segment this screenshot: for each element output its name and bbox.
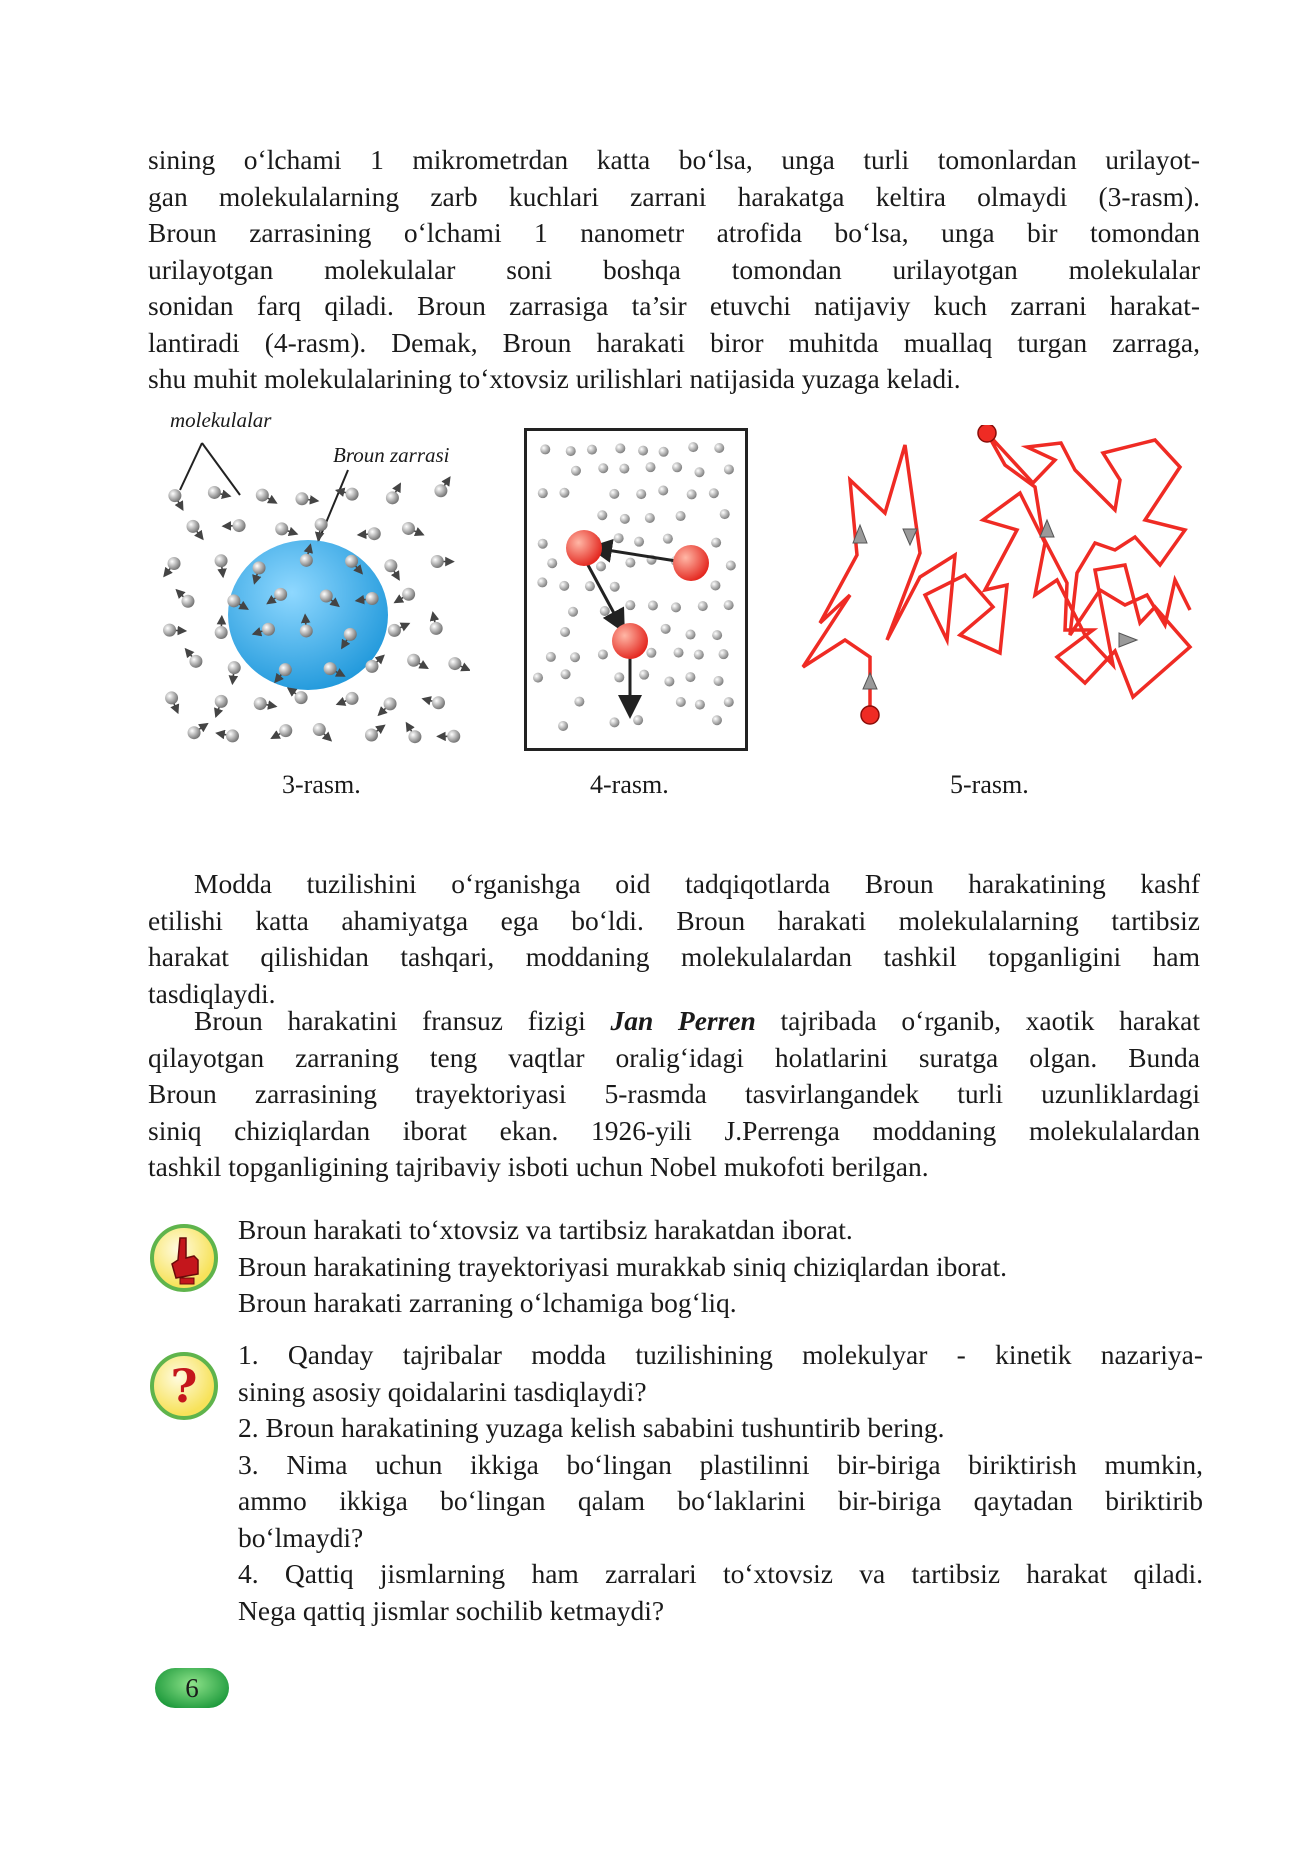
page-number-badge: 6 bbox=[155, 1668, 229, 1708]
caption-figure-4: 4-rasm. bbox=[590, 770, 669, 799]
molecule bbox=[344, 628, 357, 641]
direction-arrow bbox=[1119, 633, 1137, 647]
molecule bbox=[560, 627, 570, 637]
molecule bbox=[634, 537, 644, 547]
molecule bbox=[698, 601, 708, 611]
molecule bbox=[625, 600, 635, 610]
molecule bbox=[685, 630, 695, 640]
remember-line: Broun harakati to‘xtovsiz va tartibsiz harakatdan iborat. bbox=[238, 1214, 853, 1245]
molecule bbox=[168, 557, 181, 570]
molecule bbox=[313, 723, 326, 736]
question-mark-icon: ? bbox=[150, 1352, 218, 1420]
molecule bbox=[181, 595, 194, 608]
molecule bbox=[633, 715, 643, 725]
text-line: shu muhit molekulalarining to‘xtovsiz urilishlari natijasida yuzaga keladi. bbox=[148, 363, 961, 394]
question-line: 3. Nima uchun ikkiga bo‘lingan plastilinni bir-biriga biriktirish mumkin, bbox=[238, 1448, 1203, 1480]
molecule bbox=[676, 511, 686, 521]
molecule bbox=[709, 488, 719, 498]
molecule bbox=[720, 509, 730, 519]
molecule bbox=[648, 601, 658, 611]
molecule bbox=[320, 590, 333, 603]
text-line: gan molekulalarning zarb kuchlari zarrani harakatga keltira olmaydi (3-rasm). bbox=[148, 180, 1200, 212]
molecule bbox=[687, 489, 697, 499]
molecule bbox=[274, 588, 287, 601]
molecule bbox=[168, 489, 181, 502]
molecule bbox=[448, 657, 461, 670]
molecule bbox=[661, 624, 671, 634]
text-line: Broun zarrasining o‘lchami 1 nanometr atrofida bo‘lsa, unga bir tomondan bbox=[148, 217, 1200, 248]
molecule bbox=[365, 660, 378, 673]
question-line: sining asosiy qoidalarini tasdiqlaydi? bbox=[238, 1375, 647, 1407]
molecule bbox=[638, 446, 648, 456]
molecule bbox=[724, 600, 734, 610]
molecule bbox=[694, 467, 704, 477]
molecule bbox=[215, 695, 228, 708]
text-segment: Broun harakatini fransuz fizigi bbox=[194, 1005, 611, 1036]
molecule bbox=[540, 444, 550, 454]
molecule bbox=[596, 561, 606, 571]
molecule bbox=[639, 670, 649, 680]
molecule bbox=[688, 442, 698, 452]
remember-line: Broun harakatining trayektoriyasi murakkab siniq chiziqlardan iborat. bbox=[238, 1250, 1008, 1282]
molecule bbox=[279, 724, 292, 737]
molecule bbox=[388, 624, 401, 637]
molecule bbox=[537, 577, 547, 587]
paragraph-brownian-intro bbox=[148, 142, 1200, 398]
molecule bbox=[547, 558, 557, 568]
molecule bbox=[694, 650, 704, 660]
molecule bbox=[712, 715, 722, 725]
molecule bbox=[561, 669, 571, 679]
molecule bbox=[676, 697, 686, 707]
molecule bbox=[714, 443, 724, 453]
molecule bbox=[714, 676, 724, 686]
text-line bbox=[148, 1003, 1200, 1040]
text-line: tasdiqlaydi. bbox=[148, 977, 276, 1009]
molecule bbox=[262, 623, 275, 636]
molecule bbox=[636, 489, 646, 499]
molecule bbox=[538, 539, 548, 549]
raised-finger-hand-icon bbox=[150, 1224, 218, 1292]
particle-position-2 bbox=[673, 545, 709, 581]
figure-5-brownian-trajectory bbox=[795, 425, 1200, 730]
text-line: qilayotgan zarraning teng vaqtlar oralig‘idagi holatlarini suratga olgan. Bunda bbox=[148, 1041, 1200, 1073]
molecule bbox=[402, 522, 415, 535]
question-line: 1. Qanday tajribalar modda tuzilishining molekulyar - kinetik nazariya- bbox=[238, 1339, 1203, 1370]
molecule bbox=[724, 697, 734, 707]
molecule bbox=[597, 510, 607, 520]
molecule bbox=[625, 558, 635, 568]
caption-figure-3: 3-rasm. bbox=[282, 770, 361, 799]
molecule bbox=[345, 555, 358, 568]
molecule bbox=[163, 624, 176, 637]
label-brownian-particle: Broun zarrasi bbox=[333, 443, 450, 467]
molecule bbox=[566, 446, 576, 456]
molecule bbox=[432, 696, 445, 709]
molecule bbox=[587, 445, 597, 455]
molecule bbox=[598, 463, 608, 473]
molecule bbox=[559, 581, 569, 591]
molecule bbox=[215, 554, 228, 567]
caption-figure-5: 5-rasm. bbox=[950, 770, 1029, 799]
text-line: sining o‘lchami 1 mikrometrdan katta bo‘lsa, unga turli tomonlardan urilayot- bbox=[148, 144, 1200, 175]
scientist-name: Jan Perren bbox=[610, 1005, 756, 1036]
text-line: tashkil topganligining tajribaviy isboti uchun Nobel mukofoti berilgan. bbox=[148, 1151, 929, 1182]
particle-position-1 bbox=[566, 530, 602, 566]
figure-4-particle-in-box bbox=[524, 428, 748, 751]
molecule bbox=[430, 622, 443, 635]
molecule bbox=[664, 676, 674, 686]
molecule bbox=[614, 672, 624, 682]
molecule bbox=[226, 729, 239, 742]
molecule bbox=[559, 488, 569, 498]
molecule bbox=[233, 519, 246, 532]
molecule bbox=[614, 533, 624, 543]
molecule bbox=[646, 462, 656, 472]
molecule bbox=[402, 588, 415, 601]
remember-box bbox=[238, 1212, 1203, 1322]
molecule bbox=[724, 464, 734, 474]
molecule bbox=[324, 662, 337, 675]
molecule bbox=[295, 492, 308, 505]
molecule bbox=[571, 466, 581, 476]
molecule bbox=[300, 554, 313, 567]
molecule bbox=[346, 692, 359, 705]
direction-arrow bbox=[863, 673, 877, 689]
paragraph-jan-perren bbox=[148, 1003, 1200, 1186]
text-line: harakat qilishidan tashqari, moddaning molekulalardan tashkil topganligini ham bbox=[148, 941, 1200, 972]
label-molecules: molekulalar bbox=[170, 408, 272, 432]
molecule bbox=[646, 648, 656, 658]
molecule bbox=[434, 484, 447, 497]
remember-line: Broun harakati zarraning o‘lchamiga bog‘liq. bbox=[238, 1287, 737, 1318]
question-line: bo‘lmaydi? bbox=[238, 1521, 364, 1553]
molecule bbox=[366, 592, 379, 605]
molecule bbox=[674, 648, 684, 658]
text-segment: tajribada o‘rganib, xaotik harakat bbox=[755, 1005, 1201, 1036]
molecule bbox=[256, 489, 269, 502]
molecule bbox=[384, 697, 397, 710]
trajectory-end-point bbox=[978, 425, 996, 442]
direction-arrow bbox=[903, 529, 917, 545]
molecule bbox=[346, 488, 359, 501]
molecule bbox=[712, 630, 722, 640]
molecule bbox=[365, 728, 378, 741]
molecule bbox=[188, 726, 201, 739]
molecule bbox=[695, 700, 705, 710]
molecule bbox=[615, 443, 625, 453]
molecule bbox=[598, 649, 608, 659]
molecule bbox=[447, 730, 460, 743]
molecule bbox=[671, 602, 681, 612]
molecule bbox=[659, 447, 669, 457]
text-line: Broun zarrasining trayektoriyasi 5-rasmda tasvirlangandek turli uzunliklardagi bbox=[148, 1078, 1200, 1109]
molecule bbox=[658, 485, 668, 495]
molecule bbox=[368, 527, 381, 540]
particle-position-3 bbox=[612, 623, 648, 659]
molecule bbox=[546, 652, 556, 662]
molecule bbox=[600, 606, 610, 616]
molecule bbox=[253, 561, 266, 574]
molecule bbox=[186, 520, 199, 533]
text-line: Modda tuzilishini o‘rganishga oid tadqiqotlarda Broun harakatining kashf bbox=[194, 868, 1200, 899]
molecule bbox=[609, 717, 619, 727]
figure-3-molecules-around-particle bbox=[160, 405, 470, 760]
molecule bbox=[254, 697, 267, 710]
molecule bbox=[558, 721, 568, 731]
molecule bbox=[295, 691, 308, 704]
molecule bbox=[407, 654, 420, 667]
question-line: Nega qattiq jismlar sochilib ketmaydi? bbox=[238, 1594, 665, 1626]
questions-box bbox=[238, 1337, 1203, 1629]
text-line: sonidan farq qiladi. Broun zarrasiga ta’sir etuvchi natijaviy kuch zarrani harakat- bbox=[148, 290, 1200, 321]
molecule bbox=[275, 522, 288, 535]
molecule bbox=[315, 518, 328, 531]
molecule bbox=[610, 582, 620, 592]
molecule bbox=[208, 486, 221, 499]
text-line: siniq chiziqlardan iborat ekan. 1926-yili J.Perrenga moddaning molekulalardan bbox=[148, 1114, 1200, 1146]
molecule bbox=[300, 624, 313, 637]
molecule bbox=[574, 697, 584, 707]
molecule bbox=[570, 652, 580, 662]
molecule bbox=[215, 626, 228, 639]
trajectory-start-point bbox=[861, 706, 879, 724]
molecule bbox=[619, 464, 629, 474]
molecule bbox=[620, 514, 630, 524]
text-line: urilayotgan molekulalar soni boshqa tomondan urilayotgan molekulalar bbox=[148, 253, 1200, 285]
question-line: 2. Broun harakatining yuzaga kelish sababini tushuntirib bering. bbox=[238, 1412, 945, 1443]
molecule bbox=[533, 673, 543, 683]
molecule bbox=[538, 488, 548, 498]
molecule bbox=[431, 555, 444, 568]
question-line: 4. Qattiq jismlarning ham zarralari to‘xtovsiz va tartibsiz harakat qiladi. bbox=[238, 1558, 1203, 1589]
molecule bbox=[710, 580, 720, 590]
molecule bbox=[228, 661, 241, 674]
molecule bbox=[386, 491, 399, 504]
molecule bbox=[609, 489, 619, 499]
molecule bbox=[645, 513, 655, 523]
molecule bbox=[408, 730, 421, 743]
molecule bbox=[568, 607, 578, 617]
text-line: lantiradi (4-rasm). Demak, Broun harakati biror muhitda muallaq turgan zarraga, bbox=[148, 326, 1200, 358]
molecule bbox=[663, 534, 673, 544]
molecule bbox=[165, 691, 178, 704]
molecule bbox=[726, 561, 736, 571]
molecule bbox=[279, 663, 292, 676]
molecule bbox=[719, 649, 729, 659]
molecule bbox=[384, 559, 397, 572]
paragraph-discovery-importance bbox=[148, 866, 1200, 1012]
molecule bbox=[227, 594, 240, 607]
molecule bbox=[711, 538, 721, 548]
molecule bbox=[189, 655, 202, 668]
text-line: etilishi katta ahamiyatga ega bo‘ldi. Broun harakati molekulalarning tartibsiz bbox=[148, 904, 1200, 936]
molecule bbox=[685, 672, 695, 682]
question-line: ammo ikkiga bo‘lingan qalam bo‘laklarini bir-biriga qaytadan biriktirib bbox=[238, 1485, 1203, 1516]
molecule bbox=[672, 462, 682, 472]
molecule bbox=[585, 581, 595, 591]
